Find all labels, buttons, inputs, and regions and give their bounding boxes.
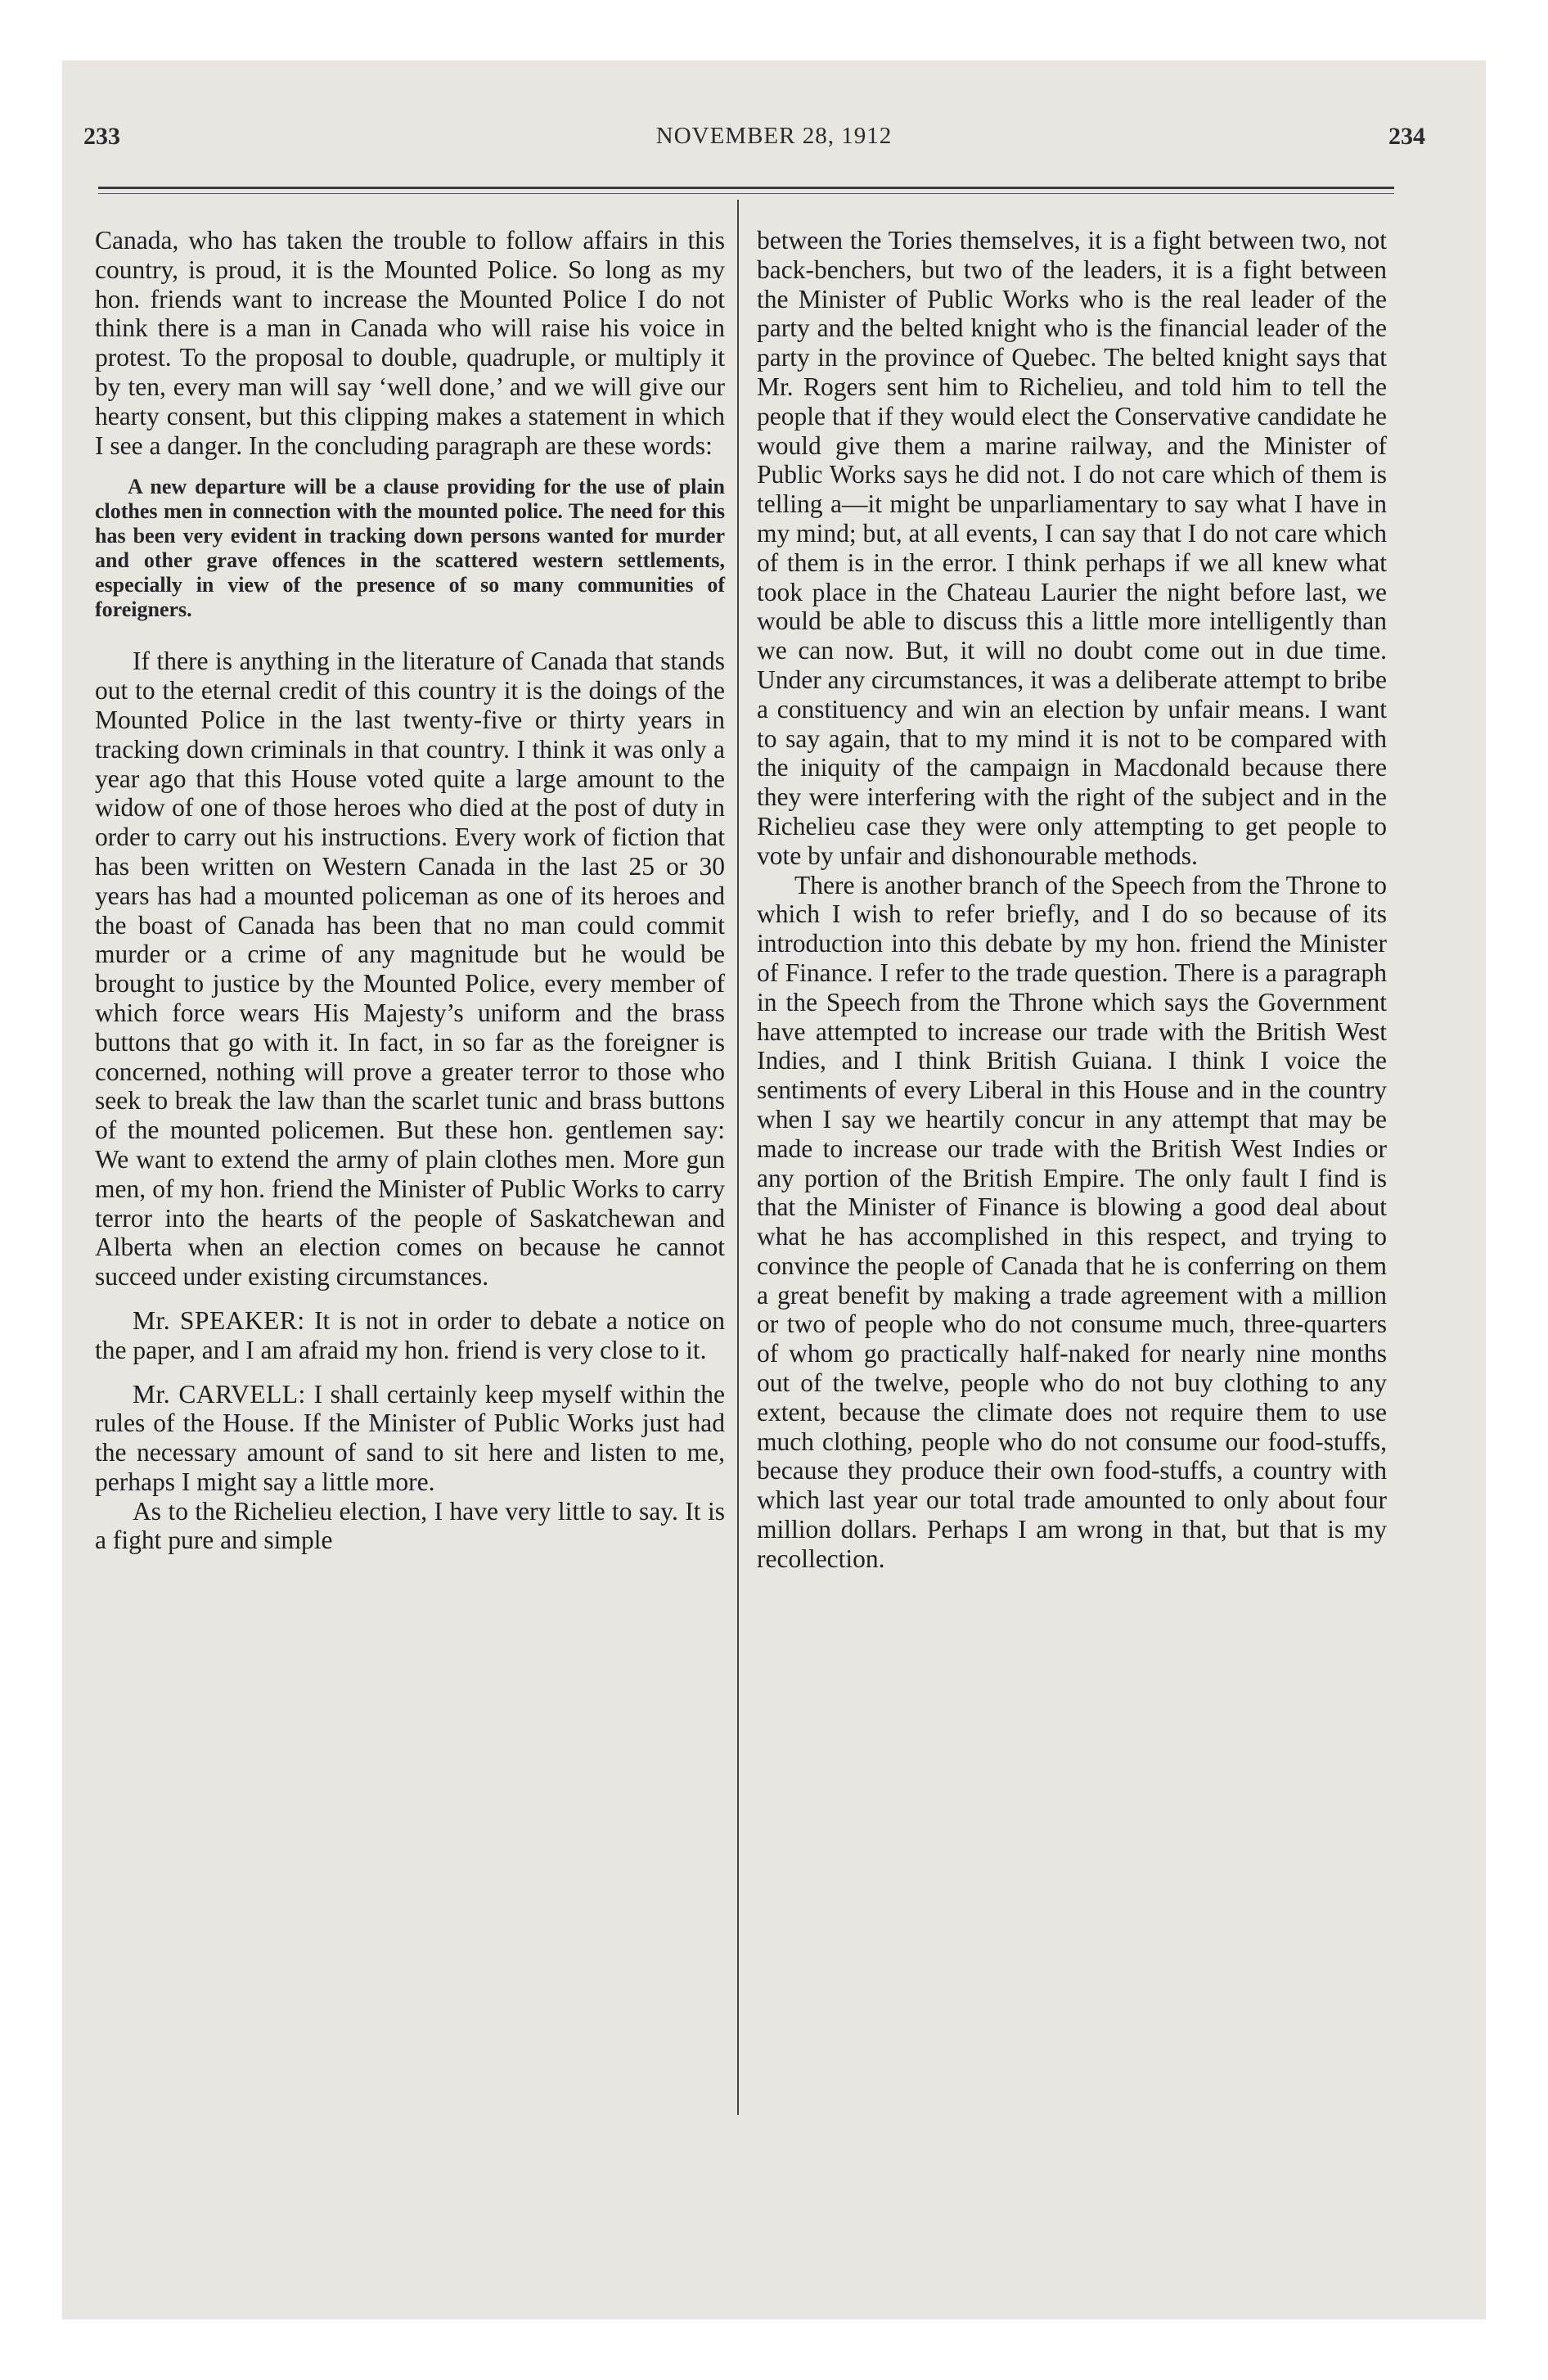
left-paragraph-3: As to the Richelieu election, I have very little to say. It is a fight pure and simple bbox=[95, 1496, 725, 1555]
page-number-left: 233 bbox=[83, 123, 120, 150]
right-paragraph-2: There is another branch of the Speech from the Throne to which I wish to refer briefly, and I do so because of its introduction into this debate by my hon. friend the Minister of Finance. I refer to the trade question. There is a paragraph in the Speech from the Throne which says the Government have attempted to increase our trade with the British West Indies, and I think British Guiana. I think I voice the sentiments of every Liberal in this House and in the country when I say we heartily concur in any attempt that may be made to increase our trade with the British West Indies or any portion of the British Empire. The only fault I find is that the Minister of Finance is blowing a good deal about what he has accomplished in this respect, and trying to convince the people of Canada that he is conferring on them a great benefit by making a trade agreement with a million or two of people who do not consume much, three-quarters of whom go practically half-naked for nearly nine months out of the twelve, people who do not buy clothing to any extent, because the climate does not require them to use much clothing, people who do not consume our food-stuffs, because they produce their own food-stuffs, a country with which last year our total trade amounted to only about four million dollars. Perhaps I am wrong in that, but that is my recollection. bbox=[757, 870, 1387, 1573]
speaker-remark-text: It is not in order to debate a notice on the paper, and I am afraid my hon. friend is very close to it. bbox=[95, 1305, 725, 1364]
page-number-right: 234 bbox=[1388, 123, 1425, 150]
carvell-remark bbox=[95, 1380, 725, 1497]
header-rule-thick bbox=[98, 187, 1394, 189]
right-column bbox=[757, 226, 1387, 1574]
right-paragraph-1: between the Tories themselves, it is a fight between two, not back-benchers, but two of the leaders, it is a fight between the Minister of Public Works who is the real leader of the party and the belted knight who is the financial leader of the party in the province of Quebec. The belted knight says that Mr. Rogers sent him to Richelieu, and told him to tell the people that if they would elect the Conservative candidate he would give them a marine railway, and the Minister of Public Works says he did not. I do not care which of them is telling a—it might be unparliamentary to say what I have in my mind; but, at all events, I can say that I do not care which of them is in the error. I think perhaps if we all knew what took place in the Chateau Laurier the night before last, we would be able to discuss this a little more intelligently than we can now. But, it will no doubt come out in due time. Under any circumstances, it was a deliberate attempt to bribe a constituency and win an election by unfair means. I want to say again, that to my mind it is not to be compared with the iniquity of the campaign in Macdonald because there they were interfering with the right of the subject and in the Richelieu case they were only attempting to get people to vote by unfair and dishonourable methods. bbox=[757, 226, 1387, 870]
left-column bbox=[95, 226, 725, 1555]
header-rule-thin bbox=[98, 193, 1394, 194]
left-paragraph-1: Canada, who has taken the trouble to follow affairs in this country, is proud, it is the Mounted Police. So long as my hon. friends want to increase the Mounted Police I do not think there is a man in Canada who will raise his voice in protest. To the proposal to double, quadruple, or multiply it by ten, every man will say ‘well done,’ and we will give our hearty consent, but this clipping makes a statement in which I see a danger. In the concluding paragraph are these words: bbox=[95, 226, 725, 460]
quoted-clipping: A new departure will be a clause providing for the use of plain clothes men in connection with the mounted police. The need for this has been very evident in tracking down persons wanted for murder and other grave offences in the scattered western settlements, especially in view of the presence of so many communities of foreigners. bbox=[95, 475, 725, 622]
left-paragraph-2: If there is anything in the literature of Canada that stands out to the eternal credit of this country it is the doings of the Mounted Police in the last twenty-five or thirty years in tracking down criminals in that country. I think it was only a year ago that this House voted quite a large amount to the widow of one of those heroes who died at the post of duty in order to carry out his instructions. Every work of fiction that has been written on Western Canada in the last 25 or 30 years has had a mounted policeman as one of its heroes and the boast of Canada has been that no man could commit murder or a crime of any magnitude but he would be brought to justice by the Mounted Police, every member of which force wears His Majesty’s uniform and the brass buttons that go with it. In fact, in so far as the foreigner is concerned, nothing will prove a greater terror to those who seek to break the law than the scarlet tunic and brass buttons of the mounted policemen. But these hon. gentlemen say: We want to extend the army of plain clothes men. More gun men, of my hon. friend the Minister of Public Works to carry terror into the hearts of the people of Saskatchewan and Alberta when an election comes on because he cannot succeed under existing circumstances. bbox=[95, 647, 725, 1291]
speaker-name-speaker: Mr. SPEAKER: bbox=[133, 1305, 305, 1335]
carvell-remark-text: I shall certainly keep myself within the rules of the House. If the Minister of Public Works just had the necessary amount of sand to sit here and listen to me, perhaps I might say a little more. bbox=[95, 1379, 726, 1496]
running-header bbox=[62, 123, 1486, 164]
column-divider bbox=[737, 200, 739, 2115]
page-date-title: NOVEMBER 28, 1912 bbox=[655, 123, 893, 149]
scanned-page bbox=[62, 61, 1486, 2319]
speaker-remark bbox=[95, 1306, 725, 1365]
speaker-name-carvell: Mr. CARVELL: bbox=[133, 1379, 306, 1409]
